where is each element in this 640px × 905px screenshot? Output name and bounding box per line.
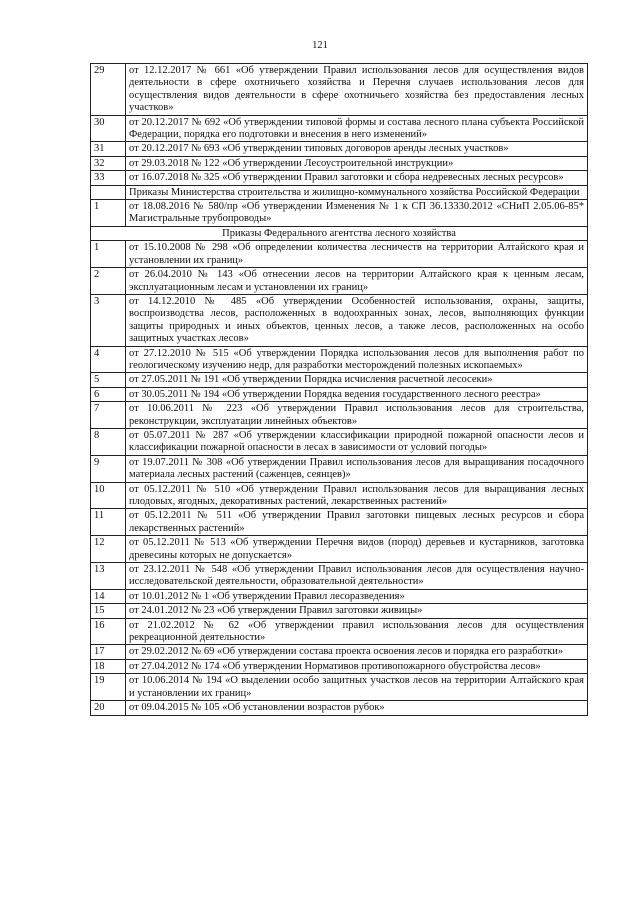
row-number: 12 xyxy=(91,536,126,563)
row-text: от 30.05.2011 № 194 «Об утверждении Порядка ведения государственного лесного реестра» xyxy=(126,387,588,401)
table-row xyxy=(91,659,588,673)
row-number: 2 xyxy=(91,268,126,295)
table-row xyxy=(91,387,588,401)
table-row xyxy=(91,268,588,295)
section-heading-row xyxy=(91,226,588,240)
row-number: 14 xyxy=(91,589,126,603)
row-text: от 29.02.2012 № 69 «Об утверждении состава проекта освоения лесов и порядка его разработки» xyxy=(126,645,588,659)
row-text: от 10.06.2014 № 194 «О выделении особо защитных участков лесов на территории Алтайского края и установлении их границ» xyxy=(126,674,588,701)
row-number: 7 xyxy=(91,402,126,429)
row-number: 19 xyxy=(91,674,126,701)
row-text: от 05.12.2011 № 511 «Об утверждении Правил заготовки пищевых лесных ресурсов и сбора лекарственных растений» xyxy=(126,509,588,536)
row-number: 17 xyxy=(91,645,126,659)
row-number: 6 xyxy=(91,387,126,401)
row-text: от 18.08.2016 № 580/пр «Об утверждении Изменения № 1 к СП 36.13330.2012 «СНиП 2.05.06-85* Магистральные трубопроводы» xyxy=(126,200,588,227)
row-text: от 20.12.2017 № 692 «Об утверждении типовой формы и состава лесного плана субъекта Российской Федерации, порядка его подготовки и внесения в него изменений» xyxy=(126,115,588,142)
table-body xyxy=(91,64,588,716)
row-text: от 05.07.2011 № 287 «Об утверждении классификации природной пожарной опасности лесов и классификации пожарной опасности в лесах в зависимости от условий погоды» xyxy=(126,428,588,455)
table-row xyxy=(91,563,588,590)
row-number: 1 xyxy=(91,241,126,268)
legal-acts-table xyxy=(90,63,588,716)
ministry-subheading: Приказы Министерства строительства и жилищно-коммунального хозяйства Российской Федерации xyxy=(126,185,588,199)
row-text: от 09.04.2015 № 105 «Об установлении возрастов рубок» xyxy=(126,701,588,715)
table-row xyxy=(91,241,588,268)
empty-cell xyxy=(91,185,126,199)
row-text: от 24.01.2012 № 23 «Об утверждении Правил заготовки живицы» xyxy=(126,604,588,618)
row-text: от 23.12.2011 № 548 «Об утверждении Правил использования лесов для осуществления научно-исследовательской деятельности, образовательной деятельности» xyxy=(126,563,588,590)
row-text: от 12.12.2017 № 661 «Об утверждении Правил использования лесов для осуществления видов деятельности в сфере охотничьего хозяйства и Перечня случаев использования лесов для осуществления видов деятельности в сфере охотничьего хозяйства без предоставления лесных участков» xyxy=(126,64,588,116)
table-row xyxy=(91,142,588,156)
table-row xyxy=(91,674,588,701)
row-number: 11 xyxy=(91,509,126,536)
row-text: от 10.06.2011 № 223 «Об утверждении Правил использования лесов для строительства, реконструкции, эксплуатации линейных объектов» xyxy=(126,402,588,429)
row-text: от 05.12.2011 № 510 «Об утверждении Правил использования лесов для выращивания лесных плодовых, ягодных, декоративных растений, лекарственных растений» xyxy=(126,482,588,509)
table-row xyxy=(91,64,588,116)
row-text: от 16.07.2018 № 325 «Об утверждении Правил заготовки и сбора недревесных лесных ресурсов» xyxy=(126,171,588,185)
table-row xyxy=(91,294,588,346)
table-row xyxy=(91,618,588,645)
table-row xyxy=(91,402,588,429)
section-heading: Приказы Федерального агентства лесного хозяйства xyxy=(91,226,588,240)
row-number: 10 xyxy=(91,482,126,509)
row-number: 29 xyxy=(91,64,126,116)
row-number: 8 xyxy=(91,428,126,455)
row-number: 9 xyxy=(91,455,126,482)
ministry-subheading-row xyxy=(91,185,588,199)
row-text: от 27.05.2011 № 191 «Об утверждении Порядка исчисления расчетной лесосеки» xyxy=(126,373,588,387)
row-text: от 27.12.2010 № 515 «Об утверждении Порядка использования лесов для выполнения работ по геологическому изучению недр, для разработки месторождений полезных ископаемых» xyxy=(126,346,588,373)
row-text: от 21.02.2012 № 62 «Об утверждении правил использования лесов для осуществления рекреационной деятельности» xyxy=(126,618,588,645)
page-number: 121 xyxy=(312,40,328,51)
table-row xyxy=(91,346,588,373)
row-number: 33 xyxy=(91,171,126,185)
row-number: 30 xyxy=(91,115,126,142)
table-row xyxy=(91,604,588,618)
table-row xyxy=(91,536,588,563)
row-text: от 10.01.2012 № 1 «Об утверждении Правил лесоразведения» xyxy=(126,589,588,603)
row-text: от 15.10.2008 № 298 «Об определении количества лесничеств на территории Алтайского края и установлении их границ» xyxy=(126,241,588,268)
row-number: 31 xyxy=(91,142,126,156)
table-row xyxy=(91,156,588,170)
row-number: 20 xyxy=(91,701,126,715)
table-row xyxy=(91,509,588,536)
table-row xyxy=(91,645,588,659)
table-row xyxy=(91,428,588,455)
table-row xyxy=(91,455,588,482)
row-number: 4 xyxy=(91,346,126,373)
row-number: 15 xyxy=(91,604,126,618)
table-row xyxy=(91,589,588,603)
row-number: 5 xyxy=(91,373,126,387)
row-text: от 14.12.2010 № 485 «Об утверждении Особенностей использования, охраны, защиты, воспроизводства лесов, расположенных в водоохранных зонах, лесов, выполняющих функции защиты природных и иных объектов, ценных лесов, а также лесов, расположенных на особо защитных участках лесов» xyxy=(126,294,588,346)
row-number: 18 xyxy=(91,659,126,673)
row-number: 13 xyxy=(91,563,126,590)
table-row xyxy=(91,701,588,715)
row-number: 16 xyxy=(91,618,126,645)
table-row xyxy=(91,200,588,227)
table-row xyxy=(91,115,588,142)
table-row xyxy=(91,482,588,509)
row-text: от 20.12.2017 № 693 «Об утверждении типовых договоров аренды лесных участков» xyxy=(126,142,588,156)
row-text: от 29.03.2018 № 122 «Об утверждении Лесоустроительной инструкции» xyxy=(126,156,588,170)
row-number: 1 xyxy=(91,200,126,227)
row-text: от 05.12.2011 № 513 «Об утверждении Перечня видов (пород) деревьев и кустарников, заготовка древесины которых не допускается» xyxy=(126,536,588,563)
row-text: от 27.04.2012 № 174 «Об утверждении Нормативов противопожарного обустройства лесов» xyxy=(126,659,588,673)
row-number: 3 xyxy=(91,294,126,346)
row-text: от 26.04.2010 № 143 «Об отнесении лесов на территории Алтайского края к ценным лесам, эксплуатационным лесам и установлении их границ» xyxy=(126,268,588,295)
row-number: 32 xyxy=(91,156,126,170)
table-row xyxy=(91,171,588,185)
table-row xyxy=(91,373,588,387)
row-text: от 19.07.2011 № 308 «Об утверждении Правил использования лесов для выращивания посадочного материала лесных растений (саженцев, сеянцев)» xyxy=(126,455,588,482)
